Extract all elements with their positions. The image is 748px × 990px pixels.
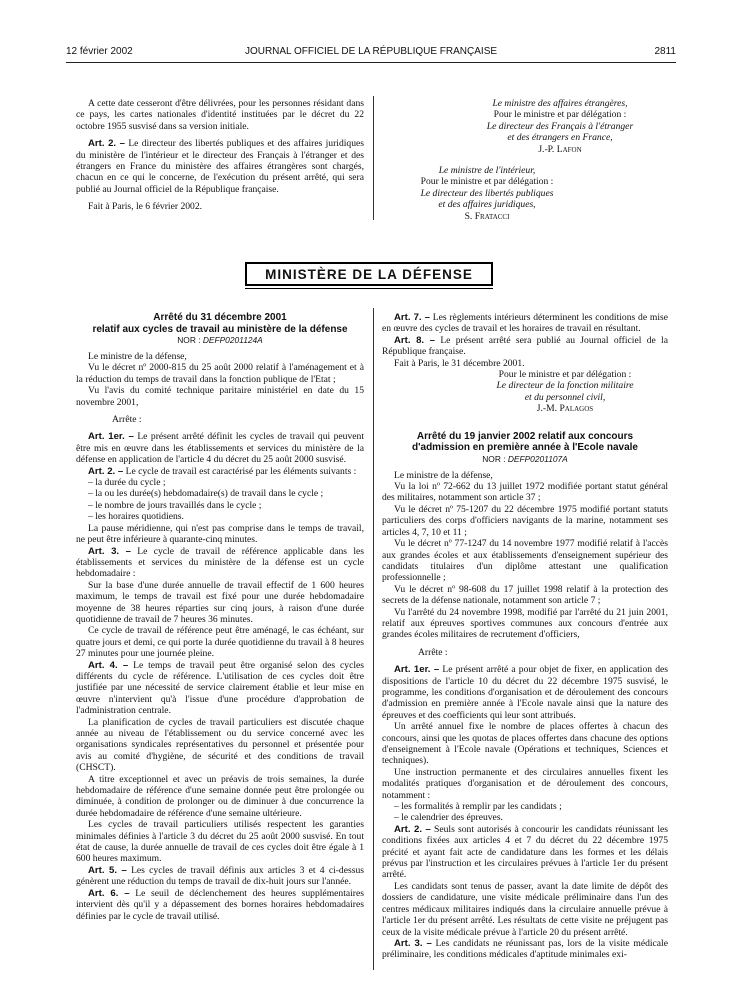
article-label: Art. 2. – [394, 823, 431, 835]
article-label: Art. 8. – [394, 334, 436, 346]
nor-label: NOR : [482, 453, 508, 464]
arrete-subtitle: d'admission en première année à l'Ecole navale [412, 442, 638, 454]
article-7 [382, 312, 668, 335]
article-label: Art. 3. – [88, 545, 131, 557]
list-item: – les formalités à remplir par les candidats ; [394, 801, 668, 812]
paragraph: La pause méridienne, qui n'est pas comprise dans le temps de travail, ne peut être inférieure à quarante-cinq minutes. [76, 522, 364, 546]
article-label: Art. 5. – [88, 864, 127, 876]
signature-line: Pour le ministre et par délégation : [493, 109, 627, 121]
paragraph: Vu la loi nº 72-662 du 13 juillet 1972 modifiée portant statut général des militaires, notamment son article 37 ; [382, 481, 668, 504]
article-text: Le directeur des libertés publiques et des affaires juridiques du ministère de l'intérieur et le directeur des Français à l'étranger et des étrangers en France du ministère des affaires étrangères sont chargés, chacun en ce qui le concerne, de l'exécution du présent arrêté, qui sera publié au Journal officiel de la République française. [76, 138, 364, 195]
paragraph: La planification de cycles de travail particuliers est discutée chaque année au niveau de l'établissement ou du service concerné avec les organisations syndicales représentatives du personnel et présentée pour avis au comité d'hygiène, de sécurité et des conditions de travail (CHSCT). [76, 716, 364, 774]
article-3 [76, 546, 364, 580]
list-item: – la ou les durée(s) hebdomadaire(s) de travail dans le cycle ; [88, 488, 364, 499]
article-label: Art. 1er. – [88, 431, 134, 443]
column-divider [373, 96, 374, 220]
paragraph: A titre exceptionnel et avec un préavis de trois semaines, la durée hebdomadaire de référence d'une semaine donnée peut être prolongée ou diminuée, à condition de prolonger ou de diminuer à due concurrence la durée hebdomadaire de référence d'une semaine ultérieure. [76, 773, 364, 819]
signature-line: Le ministre de l'intérieur, [438, 165, 536, 177]
paragraph: Vu le décret nº 2000-815 du 25 août 2000 relatif à l'aménagement et à la réduction du temps de travail dans la fonction publique de l'Etat ; [76, 362, 364, 385]
paragraph: Vu l'avis du comité technique paritaire ministériel en date du 15 novembre 2001, [76, 385, 364, 408]
arrete-subtitle: relatif aux cycles de travail au ministère de la défense [92, 323, 348, 335]
ministry-heading: MINISTÈRE DE LA DÉFENSE [245, 262, 493, 286]
article-text: Le seuil de déclenchement des heures supplémentaires intervient dès qu'il y a dépassement des bornes horaires hebdomadaires définies par le cycle de travail utilisé. [76, 887, 364, 922]
article-text: Le cycle de travail de référence applicable dans les établissements et services du ministère de la défense est un cycle hebdomadaire : [76, 545, 364, 580]
signature-line: et du personnel civil, [524, 391, 606, 403]
left-column [76, 312, 364, 922]
list-item: – la durée du cycle ; [88, 477, 364, 488]
article-label: Art. 7. – [394, 312, 430, 323]
article-3 [382, 938, 668, 961]
signature-line: Pour le ministre et par délégation : [498, 369, 632, 381]
arrete-title: Arrêté du 19 janvier 2002 relatif aux concours [416, 430, 634, 442]
paragraph: Vu l'arrêté du 24 novembre 1998, modifié par l'arrêté du 21 juin 2001, relatif aux épreuves sportives communes aux concours d'entrée aux grandes écoles militaires de recrutement d'officiers, [382, 606, 668, 641]
signature-line: Le directeur de la fonction militaire [496, 380, 634, 392]
modalities-list [382, 801, 668, 824]
nor-label: NOR : [177, 335, 203, 345]
article-label: Art. 4. – [88, 659, 129, 671]
list-item: – les horaires quotidiens. [88, 511, 364, 522]
nor-code: DEFP0201124A [202, 335, 263, 345]
arrete-title: Arrêté du 31 décembre 2001 [153, 312, 287, 323]
paragraph: Les cycles de travail particuliers utilisés respectent les garanties minimales définies à l'article 3 du décret du 25 août 2000 susvisé. En tout état de cause, la durée annuelle de travail de ces cycles doit être égale à 1 600 heures maximum. [76, 819, 364, 865]
paragraph: Vu le décret nº 98-608 du 17 juillet 1998 relatif à la protection des secrets de la défense nationale, notamment son article 7 ; [382, 583, 668, 607]
issue-date: 12 février 2002 [66, 46, 133, 57]
article-label: Art. 3. – [394, 937, 432, 949]
article-label: Art. 2. – [88, 465, 124, 477]
cycle-elements-list [76, 477, 364, 523]
arrete-heading: Arrête : [112, 414, 142, 426]
article-label: Art. 6. – [88, 887, 130, 899]
article-1 [382, 664, 668, 721]
article-text: Seuls sont autorisés à concourir les candidats réunissant les conditions fixées aux articles 4 et 7 du décret du 22 décembre 1975 précité et ayant fait acte de candidature dans les formes et les délais prévus par l'instruction et les circulaires prévues à l'article 1er du présent arrêté. [382, 823, 668, 881]
header-rule [66, 62, 676, 63]
signatory-name: J.-P. Lafon [538, 143, 582, 155]
paragraph: Le ministre de la défense, [88, 351, 187, 362]
signature-line: et des étrangers en France, [507, 132, 613, 144]
article-label: Art. 1er. – [394, 664, 440, 676]
article-text: Le présent arrêté sera publié au Journal officiel de la République française. [382, 334, 668, 358]
right-column [382, 312, 668, 961]
article-2-paragraph [76, 138, 364, 195]
list-item: – le calendrier des épreuves. [394, 812, 668, 823]
paragraph: Le ministre de la défense, [394, 469, 493, 481]
done-at: Fait à Paris, le 31 décembre 2001. [394, 357, 525, 369]
paragraph: Ce cycle de travail de référence peut être aménagé, le cas échéant, sur quatre jours et demi, ce qui porte la durée quotidienne du travail à 8 heures 27 minutes pour une journée pleine. [76, 625, 364, 660]
paragraph: Un arrêté annuel fixe le nombre de places offertes à chacun des concours, ainsi que les quotas de places offertes dans chacune des options d'enseignement à l'Ecole navale (Opérations et techniques, Sciences et techniques). [382, 721, 668, 767]
signature-line: Le ministre des affaires étrangères, [492, 98, 628, 109]
signature-line: Pour le ministre et par délégation : [420, 176, 554, 188]
signature-line: Le directeur des libertés publiques [420, 187, 554, 199]
paragraph: Vu le décret nº 75-1207 du 22 décembre 1975 modifié portant statuts particuliers des corps d'officiers navigants de la marine, notamment ses articles 4, 7, 10 et 11 ; [382, 503, 668, 538]
column-divider [373, 308, 374, 970]
journal-title: JOURNAL OFFICIEL DE LA RÉPUBLIQUE FRANÇAISE [244, 46, 498, 57]
article-text: Le présent arrêté a pour objet de fixer, en application des dispositions de l'article 10 du décret du 22 décembre 1975 susvisé, le programme, les conditions d'organisation et de déroulement des concours d'admission en première année à l'Ecole navale ainsi que la nature des épreuves et des coefficients qui leur sont attribués. [382, 664, 668, 721]
article-4 [76, 660, 364, 717]
arrete-heading: Arrête : [418, 646, 448, 658]
top-left-column [76, 98, 364, 213]
signature-line: Le directeur des Français à l'étranger [486, 120, 634, 132]
article-6 [76, 888, 364, 922]
article-8 [382, 335, 668, 358]
article-1 [76, 431, 364, 465]
paragraph: Une instruction permanente et des circulaires annuelles fixent les modalités pratiques d'organisation et de déroulement des concours, notamment : [382, 766, 668, 801]
article-text: Les candidats ne réunissant pas, lors de la visite médicale préliminaire, les conditions médicales d'aptitude minimales exi- [382, 937, 668, 961]
nor-reference [382, 454, 668, 464]
done-at: Fait à Paris, le 6 février 2002. [88, 201, 203, 213]
ministry-underline [245, 288, 493, 289]
paragraph: Sur la base d'une durée annuelle de travail effectif de 1 600 heures maximum, le temps de travail est fixé pour une durée hebdomadaire moyenne de 38 heures réparties sur cinq jours, à raison d'une durée quotidienne de travail de 7 heures 36 minutes. [76, 579, 364, 625]
paragraph: Vu le décret nº 77-1247 du 14 novembre 1977 modifié relatif à l'accès aux grandes écoles et aux établissements d'enseignement supérieur des candidats titulaires d'un diplôme attestant une qualification professionnelle ; [382, 538, 668, 584]
top-right-signatures [382, 98, 668, 222]
nor-reference [76, 335, 364, 345]
article-2 [76, 466, 364, 477]
article-text: Le présent arrêté définit les cycles de travail qui peuvent être mis en œuvre dans les établissements et services du ministère de la défense en application de l'article 4 du décret du 25 août 2000 susvisé. [76, 431, 364, 466]
article-text: Les règlements intérieurs déterminent les conditions de mise en œuvre des cycles de travail et les horaires de travail en résultant. [382, 312, 668, 335]
article-text: Le temps de travail peut être organisé selon des cycles différents du cycle de référence. L'utilisation de ces cycles doit être justifiée par une nécessité de service clairement établie et leur mise en œuvre n'intervient qu'à l'issue d'une procédure d'approbation de l'administration centrale. [76, 659, 364, 717]
signatory-name: J.-M. Palagos [536, 403, 594, 415]
article-2 [382, 824, 668, 881]
list-item: – le nombre de jours travaillés dans le cycle ; [88, 500, 364, 511]
page-number: 2811 [654, 46, 676, 57]
article-label: Art. 2. – [88, 138, 126, 150]
paragraph: A cette date cesseront d'être délivrées, pour les personnes résidant dans ce pays, les cartes nationales d'identité instituées par le décret du 22 octobre 1955 susvisé dans sa version initiale. [76, 98, 364, 132]
article-5 [76, 865, 364, 888]
article-text: Le cycle de travail est caractérisé par les éléments suivants : [123, 465, 357, 477]
nor-code: DEFP0201107A [507, 453, 568, 464]
paragraph: Les candidats sont tenus de passer, avant la date limite de dépôt des dossiers de candidature, une visite médicale préliminaire dans l'un des centres médicaux militaires indiqués dans la circulaire annuelle prévue à l'article 1er du présent arrêté. Les résultats de cette visite ne préjugent pas ceux de la visite médicale prévue à l'article 20 du présent arrêté. [382, 880, 668, 938]
signatory-name: S. Fratacci [464, 210, 510, 222]
article-text: Les cycles de travail définis aux articles 3 et 4 ci-dessus génèrent une réduction du temps de travail de dix-huit jours sur l'année. [76, 864, 364, 888]
signature-line: et des affaires juridiques, [438, 199, 536, 211]
